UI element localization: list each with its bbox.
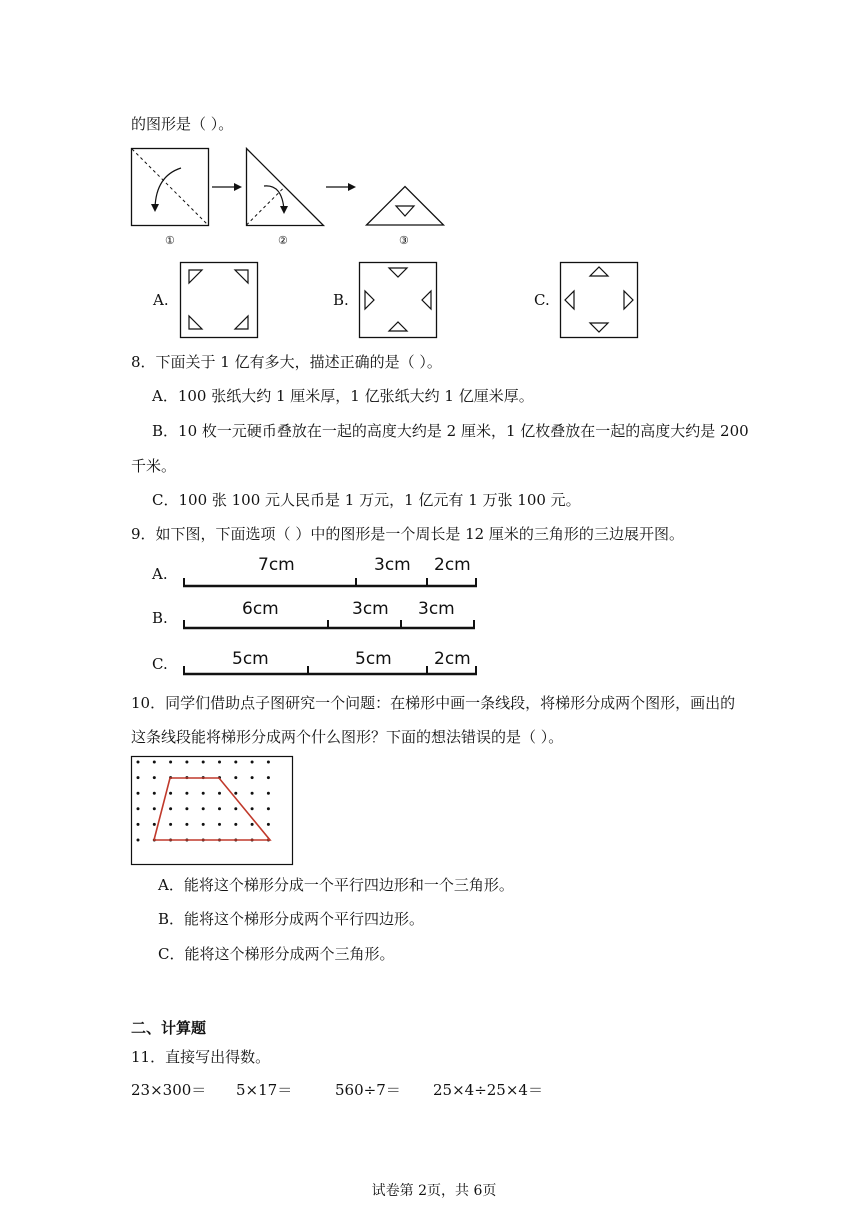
grid-dot bbox=[251, 792, 254, 795]
grid-dot bbox=[202, 761, 205, 764]
grid-dot bbox=[137, 823, 140, 826]
q10-option-c[interactable]: C．能将这个梯形分成两个三角形。 bbox=[158, 945, 395, 963]
grid-dot bbox=[251, 807, 254, 810]
q11-item-3: 560÷7＝ bbox=[335, 1081, 401, 1099]
q8-stem: 8．下面关于 1 亿有多大，描述正确的是（ ）。 bbox=[131, 353, 442, 371]
q7-step-label-1: ① bbox=[165, 234, 175, 247]
q9-option-a-label[interactable]: A. bbox=[152, 565, 168, 583]
grid-dot bbox=[218, 792, 221, 795]
grid-dot bbox=[185, 761, 188, 764]
grid-dot bbox=[251, 776, 254, 779]
q9-stem: 9．如下图，下面选项（ ）中的图形是一个周长是 12 厘米的三角形的三边展开图。 bbox=[131, 525, 684, 543]
q7-fold-step-3 bbox=[366, 186, 444, 226]
q10-dot-grid-figure bbox=[131, 756, 293, 865]
grid-dot bbox=[153, 761, 156, 764]
grid-dot bbox=[218, 823, 221, 826]
q7-option-b-label[interactable]: B. bbox=[333, 291, 349, 309]
q9-option-a-ruler bbox=[183, 576, 479, 590]
grid-dot bbox=[169, 761, 172, 764]
q7-fold-step-2 bbox=[246, 148, 324, 226]
q8-option-b-line1[interactable]: B．10 枚一元硬币叠放在一起的高度大约是 2 厘米，1 亿枚叠放在一起的高度大约是 200 bbox=[152, 422, 749, 440]
grid-dot bbox=[137, 792, 140, 795]
q7-option-b-figure bbox=[359, 262, 437, 338]
grid-dot bbox=[153, 823, 156, 826]
q10-option-b[interactable]: B．能将这个梯形分成两个平行四边形。 bbox=[158, 910, 425, 928]
grid-dot bbox=[137, 807, 140, 810]
q9-option-b-ruler bbox=[183, 618, 479, 632]
page-footer: 试卷第 2页，共 6页 bbox=[371, 1183, 497, 1199]
grid-dot bbox=[153, 792, 156, 795]
grid-dot bbox=[202, 807, 205, 810]
q7-tail-text: 的图形是（ ）。 bbox=[131, 115, 234, 133]
grid-dot bbox=[234, 807, 237, 810]
q9-option-c-segment-2: 5cm bbox=[355, 649, 392, 669]
grid-dot bbox=[137, 776, 140, 779]
grid-dot bbox=[267, 761, 270, 764]
grid-dot bbox=[218, 761, 221, 764]
q9-option-b-segment-1: 6cm bbox=[242, 599, 279, 619]
grid-dot bbox=[185, 823, 188, 826]
grid-dot bbox=[169, 792, 172, 795]
q7-option-a-label[interactable]: A. bbox=[153, 291, 169, 309]
q9-option-c-label[interactable]: C. bbox=[152, 655, 168, 673]
grid-dot bbox=[267, 823, 270, 826]
grid-dot bbox=[202, 823, 205, 826]
grid-dot bbox=[185, 807, 188, 810]
q9-option-b-segment-2: 3cm bbox=[352, 599, 389, 619]
grid-dot bbox=[153, 776, 156, 779]
q10-stem-line1: 10．同学们借助点子图研究一个问题：在梯形中画一条线段，将梯形分成两个图形，画出的 bbox=[131, 694, 736, 712]
grid-dot bbox=[185, 792, 188, 795]
q7-option-c-label[interactable]: C. bbox=[534, 291, 550, 309]
grid-dot bbox=[267, 807, 270, 810]
grid-dot bbox=[137, 839, 140, 842]
q7-option-c-figure bbox=[560, 262, 638, 338]
grid-dot bbox=[153, 807, 156, 810]
grid-dot bbox=[251, 761, 254, 764]
grid-dot bbox=[169, 807, 172, 810]
q9-option-a-segment-2: 3cm bbox=[374, 555, 411, 575]
grid-dot bbox=[234, 776, 237, 779]
grid-dot bbox=[218, 807, 221, 810]
grid-dot bbox=[202, 792, 205, 795]
q10-stem-line2: 这条线段能将梯形分成两个什么图形？下面的想法错误的是（ ）。 bbox=[131, 728, 564, 746]
q7-step-label-3: ③ bbox=[399, 234, 409, 247]
q11-item-1: 23×300＝ bbox=[131, 1081, 207, 1099]
grid-dot bbox=[251, 823, 254, 826]
q9-option-a-segment-1: 7cm bbox=[258, 555, 295, 575]
q8-option-c[interactable]: C．100 张 100 元人民币是 1 万元，1 亿元有 1 万张 100 元。 bbox=[152, 491, 581, 509]
q10-option-a[interactable]: A．能将这个梯形分成一个平行四边形和一个三角形。 bbox=[158, 876, 514, 894]
grid-dot bbox=[234, 792, 237, 795]
q7-arrow-1 bbox=[212, 182, 242, 192]
q8-option-a[interactable]: A．100 张纸大约 1 厘米厚，1 亿张纸大约 1 亿厘米厚。 bbox=[152, 387, 534, 405]
grid-dot bbox=[234, 761, 237, 764]
grid-dot bbox=[267, 776, 270, 779]
grid-dot bbox=[267, 792, 270, 795]
q7-option-a-figure bbox=[180, 262, 258, 338]
grid-dot bbox=[137, 761, 140, 764]
q9-option-a-segment-3: 2cm bbox=[434, 555, 471, 575]
q9-option-b-label[interactable]: B. bbox=[152, 609, 168, 627]
q11-item-4: 25×4÷25×4＝ bbox=[433, 1081, 543, 1099]
section-2-title: 二、计算题 bbox=[131, 1019, 207, 1037]
q9-option-c-segment-3: 2cm bbox=[434, 649, 471, 669]
q9-option-c-segment-1: 5cm bbox=[232, 649, 269, 669]
q7-fold-step-1 bbox=[131, 148, 209, 226]
grid-dot bbox=[169, 823, 172, 826]
grid-dot bbox=[234, 823, 237, 826]
q7-arrow-2 bbox=[326, 182, 356, 192]
q11-stem: 11．直接写出得数。 bbox=[131, 1048, 271, 1066]
q7-step-label-2: ② bbox=[278, 234, 288, 247]
q8-option-b-line2[interactable]: 千米。 bbox=[131, 457, 177, 475]
q9-option-b-segment-3: 3cm bbox=[418, 599, 455, 619]
q11-item-2: 5×17＝ bbox=[236, 1081, 293, 1099]
